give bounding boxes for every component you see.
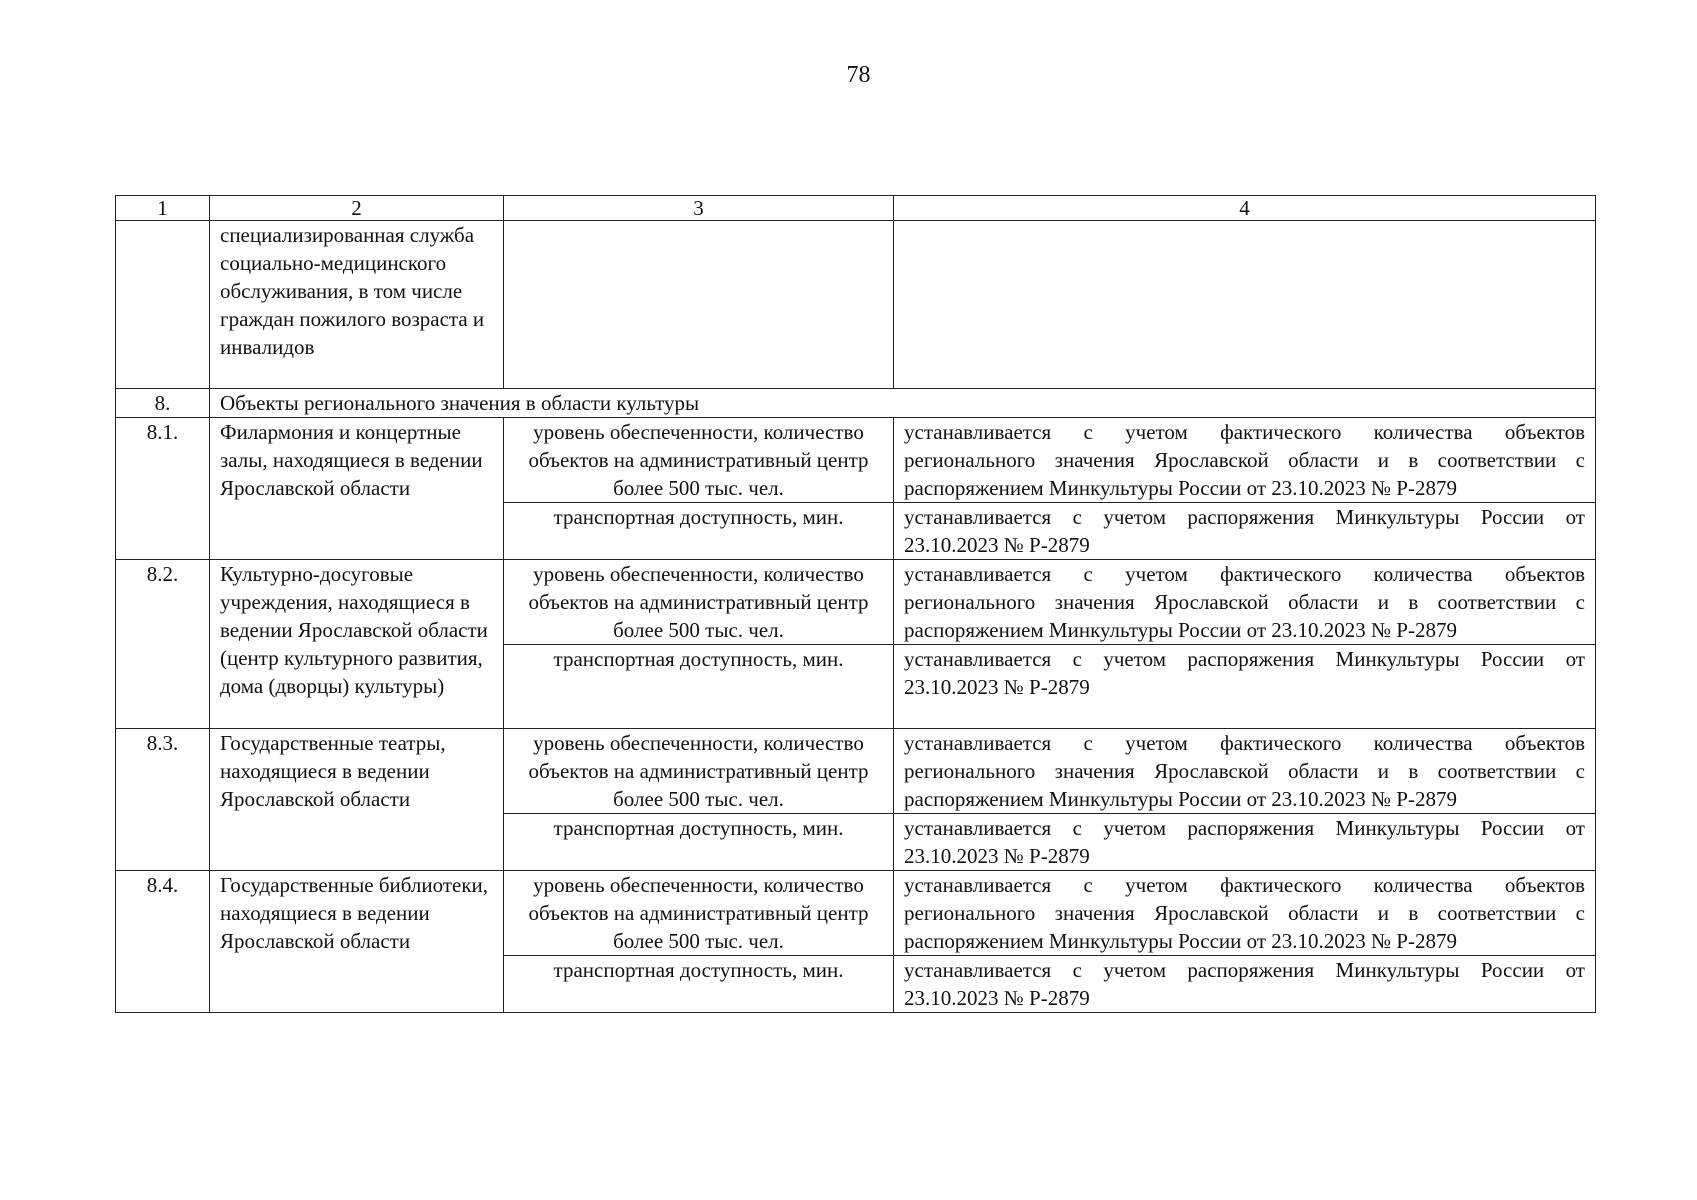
table-row (116, 871, 1596, 956)
row-number (116, 221, 210, 389)
value-cell: устанавливается с учетом распоряжения Минкультуры России от 23.10.2023 № Р-2879 (894, 503, 1596, 560)
section-number: 8. (116, 389, 210, 418)
value-cell (894, 221, 1596, 389)
indicator-cell: транспортная доступность, мин. (504, 814, 894, 871)
value-cell: устанавливается с учетом распоряжения Минкультуры России от 23.10.2023 № Р-2879 (894, 956, 1596, 1013)
row-number: 8.1. (116, 418, 210, 560)
value-cell: устанавливается с учетом фактического количества объектов регионального значения Ярославской области и в соответствии с распоряжением Минкультуры России от 23.10.2023 № Р-2879 (894, 418, 1596, 503)
column-header: 3 (504, 196, 894, 221)
indicator-cell: уровень обеспеченности, количество объектов на административный центр более 500 тыс. чел. (504, 560, 894, 645)
object-name-cell: Филармония и концертные залы, находящиеся в ведении Ярославской области (210, 418, 504, 560)
value-cell: устанавливается с учетом распоряжения Минкультуры России от 23.10.2023 № Р-2879 (894, 645, 1596, 729)
indicator-cell (504, 221, 894, 389)
column-header: 1 (116, 196, 210, 221)
page-number: 78 (846, 62, 871, 88)
object-name-cell: специализированная служба социально-медицинского обслуживания, в том числе граждан пожилого возраста и инвалидов (210, 221, 504, 389)
table-header-row (116, 196, 1596, 221)
column-header: 4 (894, 196, 1596, 221)
section-row (116, 389, 1596, 418)
row-number: 8.2. (116, 560, 210, 729)
indicator-cell: транспортная доступность, мин. (504, 956, 894, 1013)
object-name-cell: Государственные библиотеки, находящиеся в ведении Ярославской области (210, 871, 504, 1013)
indicator-cell: транспортная доступность, мин. (504, 645, 894, 729)
value-cell: устанавливается с учетом распоряжения Минкультуры России от 23.10.2023 № Р-2879 (894, 814, 1596, 871)
indicator-cell: уровень обеспеченности, количество объектов на административный центр более 500 тыс. чел. (504, 418, 894, 503)
indicator-cell: уровень обеспеченности, количество объектов на административный центр более 500 тыс. чел. (504, 871, 894, 956)
table-row (116, 418, 1596, 503)
table-row (116, 560, 1596, 645)
section-title: Объекты регионального значения в области культуры (210, 389, 1596, 418)
standards-table (115, 195, 1596, 1013)
value-cell: устанавливается с учетом фактического количества объектов регионального значения Ярославской области и в соответствии с распоряжением Минкультуры России от 23.10.2023 № Р-2879 (894, 871, 1596, 956)
object-name-cell: Государственные театры, находящиеся в ведении Ярославской области (210, 729, 504, 871)
indicator-cell: транспортная доступность, мин. (504, 503, 894, 560)
table-row (116, 221, 1596, 389)
table-row (116, 729, 1596, 814)
value-cell: устанавливается с учетом фактического количества объектов регионального значения Ярославской области и в соответствии с распоряжением Минкультуры России от 23.10.2023 № Р-2879 (894, 729, 1596, 814)
column-header: 2 (210, 196, 504, 221)
row-number: 8.4. (116, 871, 210, 1013)
object-name-cell: Культурно-досуговые учреждения, находящиеся в ведении Ярославской области (центр культурного развития, дома (дворцы) культуры) (210, 560, 504, 729)
row-number: 8.3. (116, 729, 210, 871)
value-cell: устанавливается с учетом фактического количества объектов регионального значения Ярославской области и в соответствии с распоряжением Минкультуры России от 23.10.2023 № Р-2879 (894, 560, 1596, 645)
indicator-cell: уровень обеспеченности, количество объектов на административный центр более 500 тыс. чел. (504, 729, 894, 814)
